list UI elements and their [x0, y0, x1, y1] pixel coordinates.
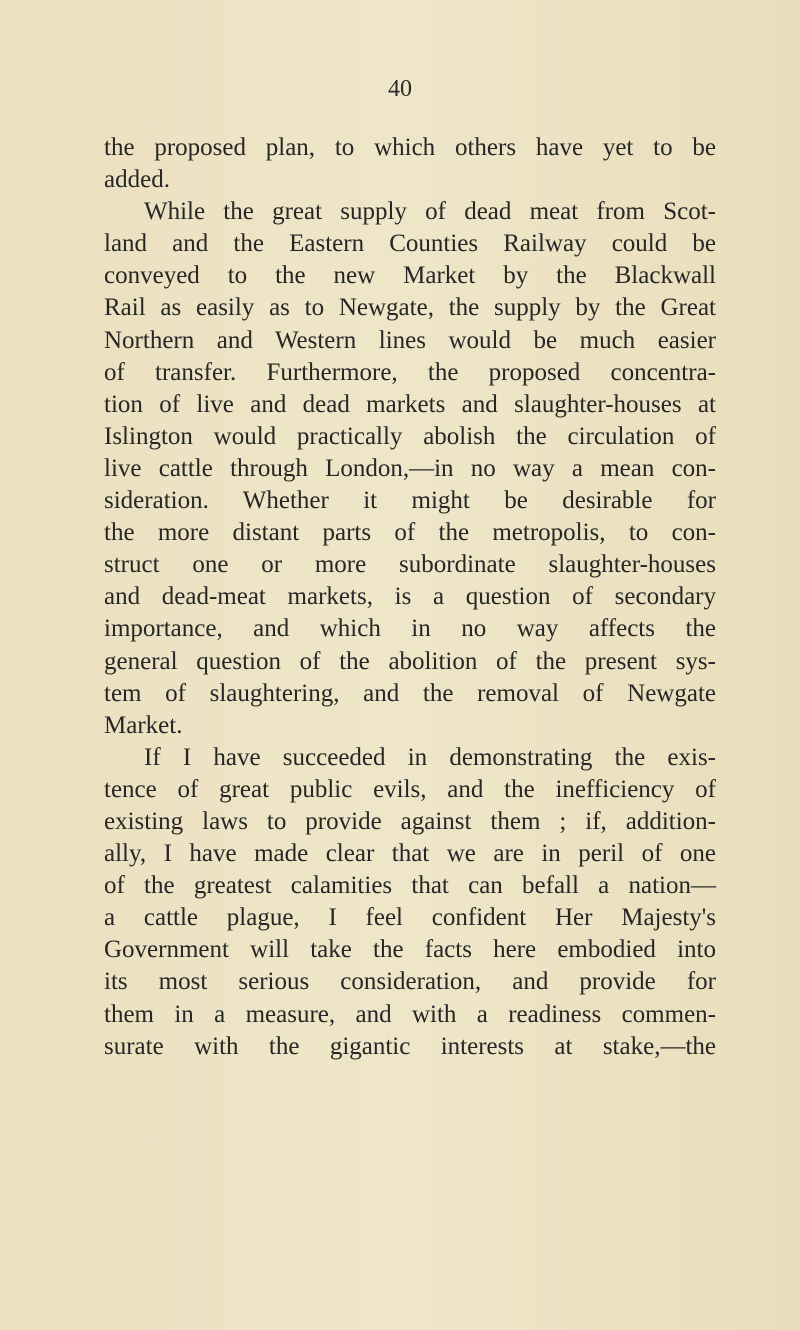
text-line: tem of slaughtering, and the removal of Newgate	[104, 679, 716, 707]
text-line: ally, I have made clear that we are in peril of one	[104, 840, 716, 868]
text-line: and dead-meat markets, is a question of secondary	[104, 583, 716, 611]
text-line: them in a measure, and with a readiness commen-	[104, 1000, 716, 1028]
text-line: surate with the gigantic interests at stake,—the	[104, 1032, 716, 1060]
text-line: added.	[104, 166, 170, 194]
text-line: Rail as easily as to Newgate, the supply by the Great	[104, 294, 716, 322]
text-line: tion of live and dead markets and slaughter-houses at	[104, 390, 716, 418]
text-line: of transfer. Furthermore, the proposed concentra-	[104, 358, 716, 386]
text-line: a cattle plague, I feel confident Her Majesty's	[104, 904, 716, 932]
text-line: While the great supply of dead meat from Scot-	[144, 198, 716, 226]
text-line: tence of great public evils, and the inefficiency of	[104, 775, 716, 803]
text-line: existing laws to provide against them ; if, addition-	[104, 807, 716, 835]
text-line: its most serious consideration, and provide for	[104, 968, 716, 996]
text-line: the proposed plan, to which others have yet to be	[104, 134, 716, 161]
body-text	[104, 132, 716, 1063]
text-line: If I have succeeded in demonstrating the exis-	[144, 743, 716, 771]
text-line: Government will take the facts here embodied into	[104, 936, 716, 964]
text-line: importance, and which in no way affects the	[104, 615, 716, 643]
text-line: land and the Eastern Counties Railway could be	[104, 230, 716, 258]
text-line: sideration. Whether it might be desirable for	[104, 487, 716, 515]
text-line: Market.	[104, 711, 183, 739]
text-line: Northern and Western lines would be much easier	[104, 326, 716, 354]
text-line: Islington would practically abolish the circulation of	[104, 422, 716, 450]
text-line: live cattle through London,—in no way a mean con-	[104, 454, 716, 482]
text-line: the more distant parts of the metropolis, to con-	[104, 519, 716, 547]
text-line: conveyed to the new Market by the Blackwall	[104, 262, 716, 290]
text-line: struct one or more subordinate slaughter-houses	[104, 551, 716, 579]
text-line: of the greatest calamities that can befall a nation—	[104, 872, 716, 900]
page-number: 40	[388, 76, 412, 102]
text-line: general question of the abolition of the present sys-	[104, 647, 716, 675]
